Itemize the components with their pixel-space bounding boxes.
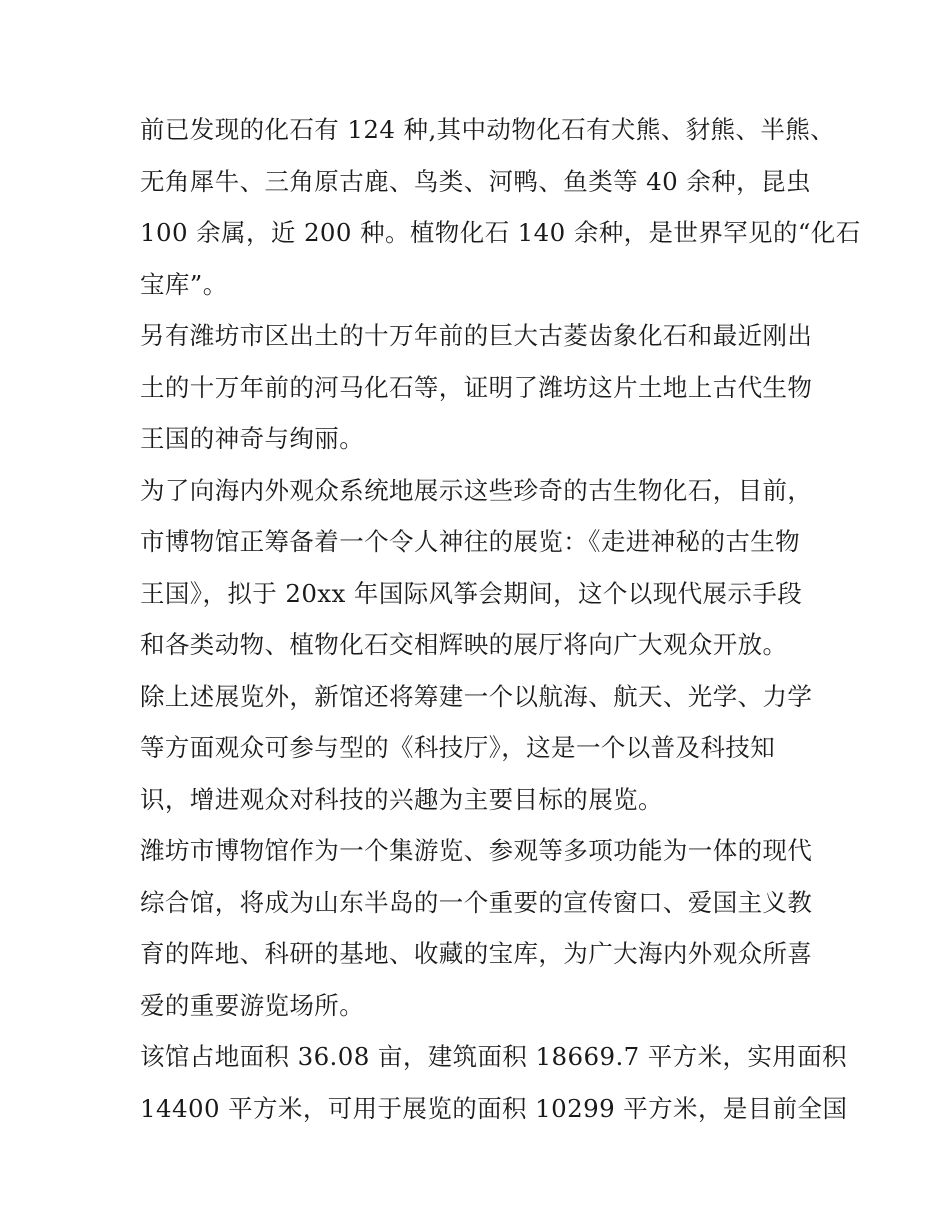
text-line: 除上述展览外，新馆还将筹建一个以航海、航天、光学、力学 (140, 681, 813, 711)
paragraph-science-hall (140, 671, 815, 826)
text-line: 综合馆，将成为山东半岛的一个重要的宣传窗口、爱国主义教 (140, 887, 813, 917)
text-line: 为了向海内外观众系统地展示这些珍奇的古生物化石，目前， (140, 475, 813, 505)
text-line: 爱的重要游览场所。 (140, 990, 365, 1020)
document-body (140, 104, 861, 1134)
text-line: 土的十万年前的河马化石等，证明了潍坊这片土地上古代生物 (140, 372, 813, 402)
text-line: 另有潍坊市区出土的十万年前的巨大古菱齿象化石和最近刚出 (140, 321, 813, 350)
paragraph-exhibition-plan (140, 465, 815, 671)
text-line: 无角犀牛、三角原古鹿、鸟类、河鸭、鱼类等 40 余种，昆虫 (140, 166, 811, 196)
text-line: 前已发现的化石有 124 种,其中动物化石有犬熊、豺熊、半熊、 (140, 115, 836, 144)
text-line: 育的阵地、科研的基地、收藏的宝库，为广大海内外观众所喜 (140, 939, 813, 968)
text-line: 王国的神奇与绚丽。 (140, 424, 365, 453)
paragraph-museum-role (140, 825, 815, 1031)
paragraph-fossil-count (140, 104, 861, 310)
paragraph-museum-area (140, 1031, 848, 1134)
text-line: 等方面观众可参与型的《科技厅》，这是一个以普及科技知 (140, 733, 776, 762)
text-line: 识，增进观众对科技的兴趣为主要目标的展览。 (140, 784, 663, 814)
text-line: 宝库”。 (140, 269, 228, 299)
text-line: 王国》，拟于 20xx 年国际风筝会期间，这个以现代展示手段 (140, 578, 803, 608)
text-line: 14400 平方米，可用于展览的面积 10299 平方米，是目前全国 (140, 1093, 848, 1123)
text-line: 该馆占地面积 36.08 亩，建筑面积 18669.7 平方米，实用面积 (140, 1042, 848, 1071)
text-line: 100 余属，近 200 种。植物化石 140 余种，是世界罕见的“化石 (140, 218, 861, 247)
text-line: 潍坊市博物馆作为一个集游览、参观等多项功能为一体的现代 (140, 836, 813, 865)
paragraph-elephant-fossil (140, 310, 815, 465)
text-line: 和各类动物、植物化石交相辉映的展厅将向广大观众开放。 (140, 630, 788, 659)
text-line: 市博物馆正筹备着一个令人神往的展览：《走进神秘的古生物 (140, 527, 801, 556)
